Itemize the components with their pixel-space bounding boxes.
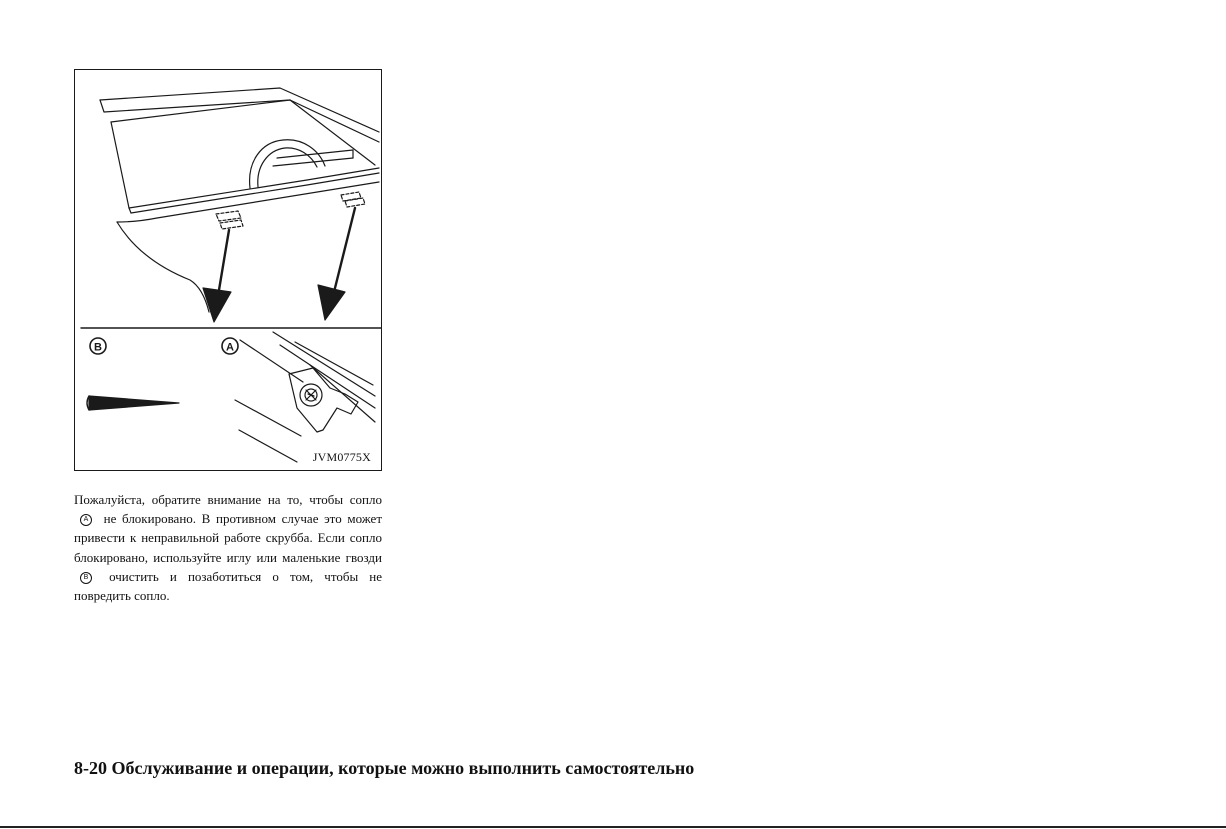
page-footer-title: 8-20 Обслуживание и операции, которые можно выполнить самостоятельно bbox=[74, 758, 695, 778]
needle-marker-b: B bbox=[80, 572, 92, 584]
nozzle-closeup-drawing bbox=[235, 332, 375, 462]
nozzle-diagram bbox=[75, 70, 381, 470]
instruction-paragraph bbox=[74, 490, 382, 605]
caption-text-part1: Пожалуйста, обратите внимание на то, чтобы сопло bbox=[74, 492, 382, 507]
label-a: A bbox=[226, 341, 234, 354]
label-b-marker bbox=[90, 338, 106, 354]
figure-code: JVM0775X bbox=[312, 450, 371, 464]
needle-drawing bbox=[87, 396, 179, 410]
caption-text-part3: очистить и позаботиться о том, чтобы не повредить сопло. bbox=[74, 568, 382, 604]
arrow-right bbox=[318, 208, 355, 320]
arrow-left bbox=[203, 230, 231, 322]
label-a-marker bbox=[222, 338, 238, 354]
caption-text-part2: не блокировано. В противном случае это может привести к неправильной работе скруббa. Если сопло блокировано, используйте иглу или маленькие гвозди bbox=[74, 511, 383, 565]
bottom-rule bbox=[0, 826, 1226, 828]
nozzle-marker-a: A bbox=[80, 514, 92, 526]
figure-illustration bbox=[74, 69, 382, 471]
label-b: B bbox=[94, 341, 102, 354]
